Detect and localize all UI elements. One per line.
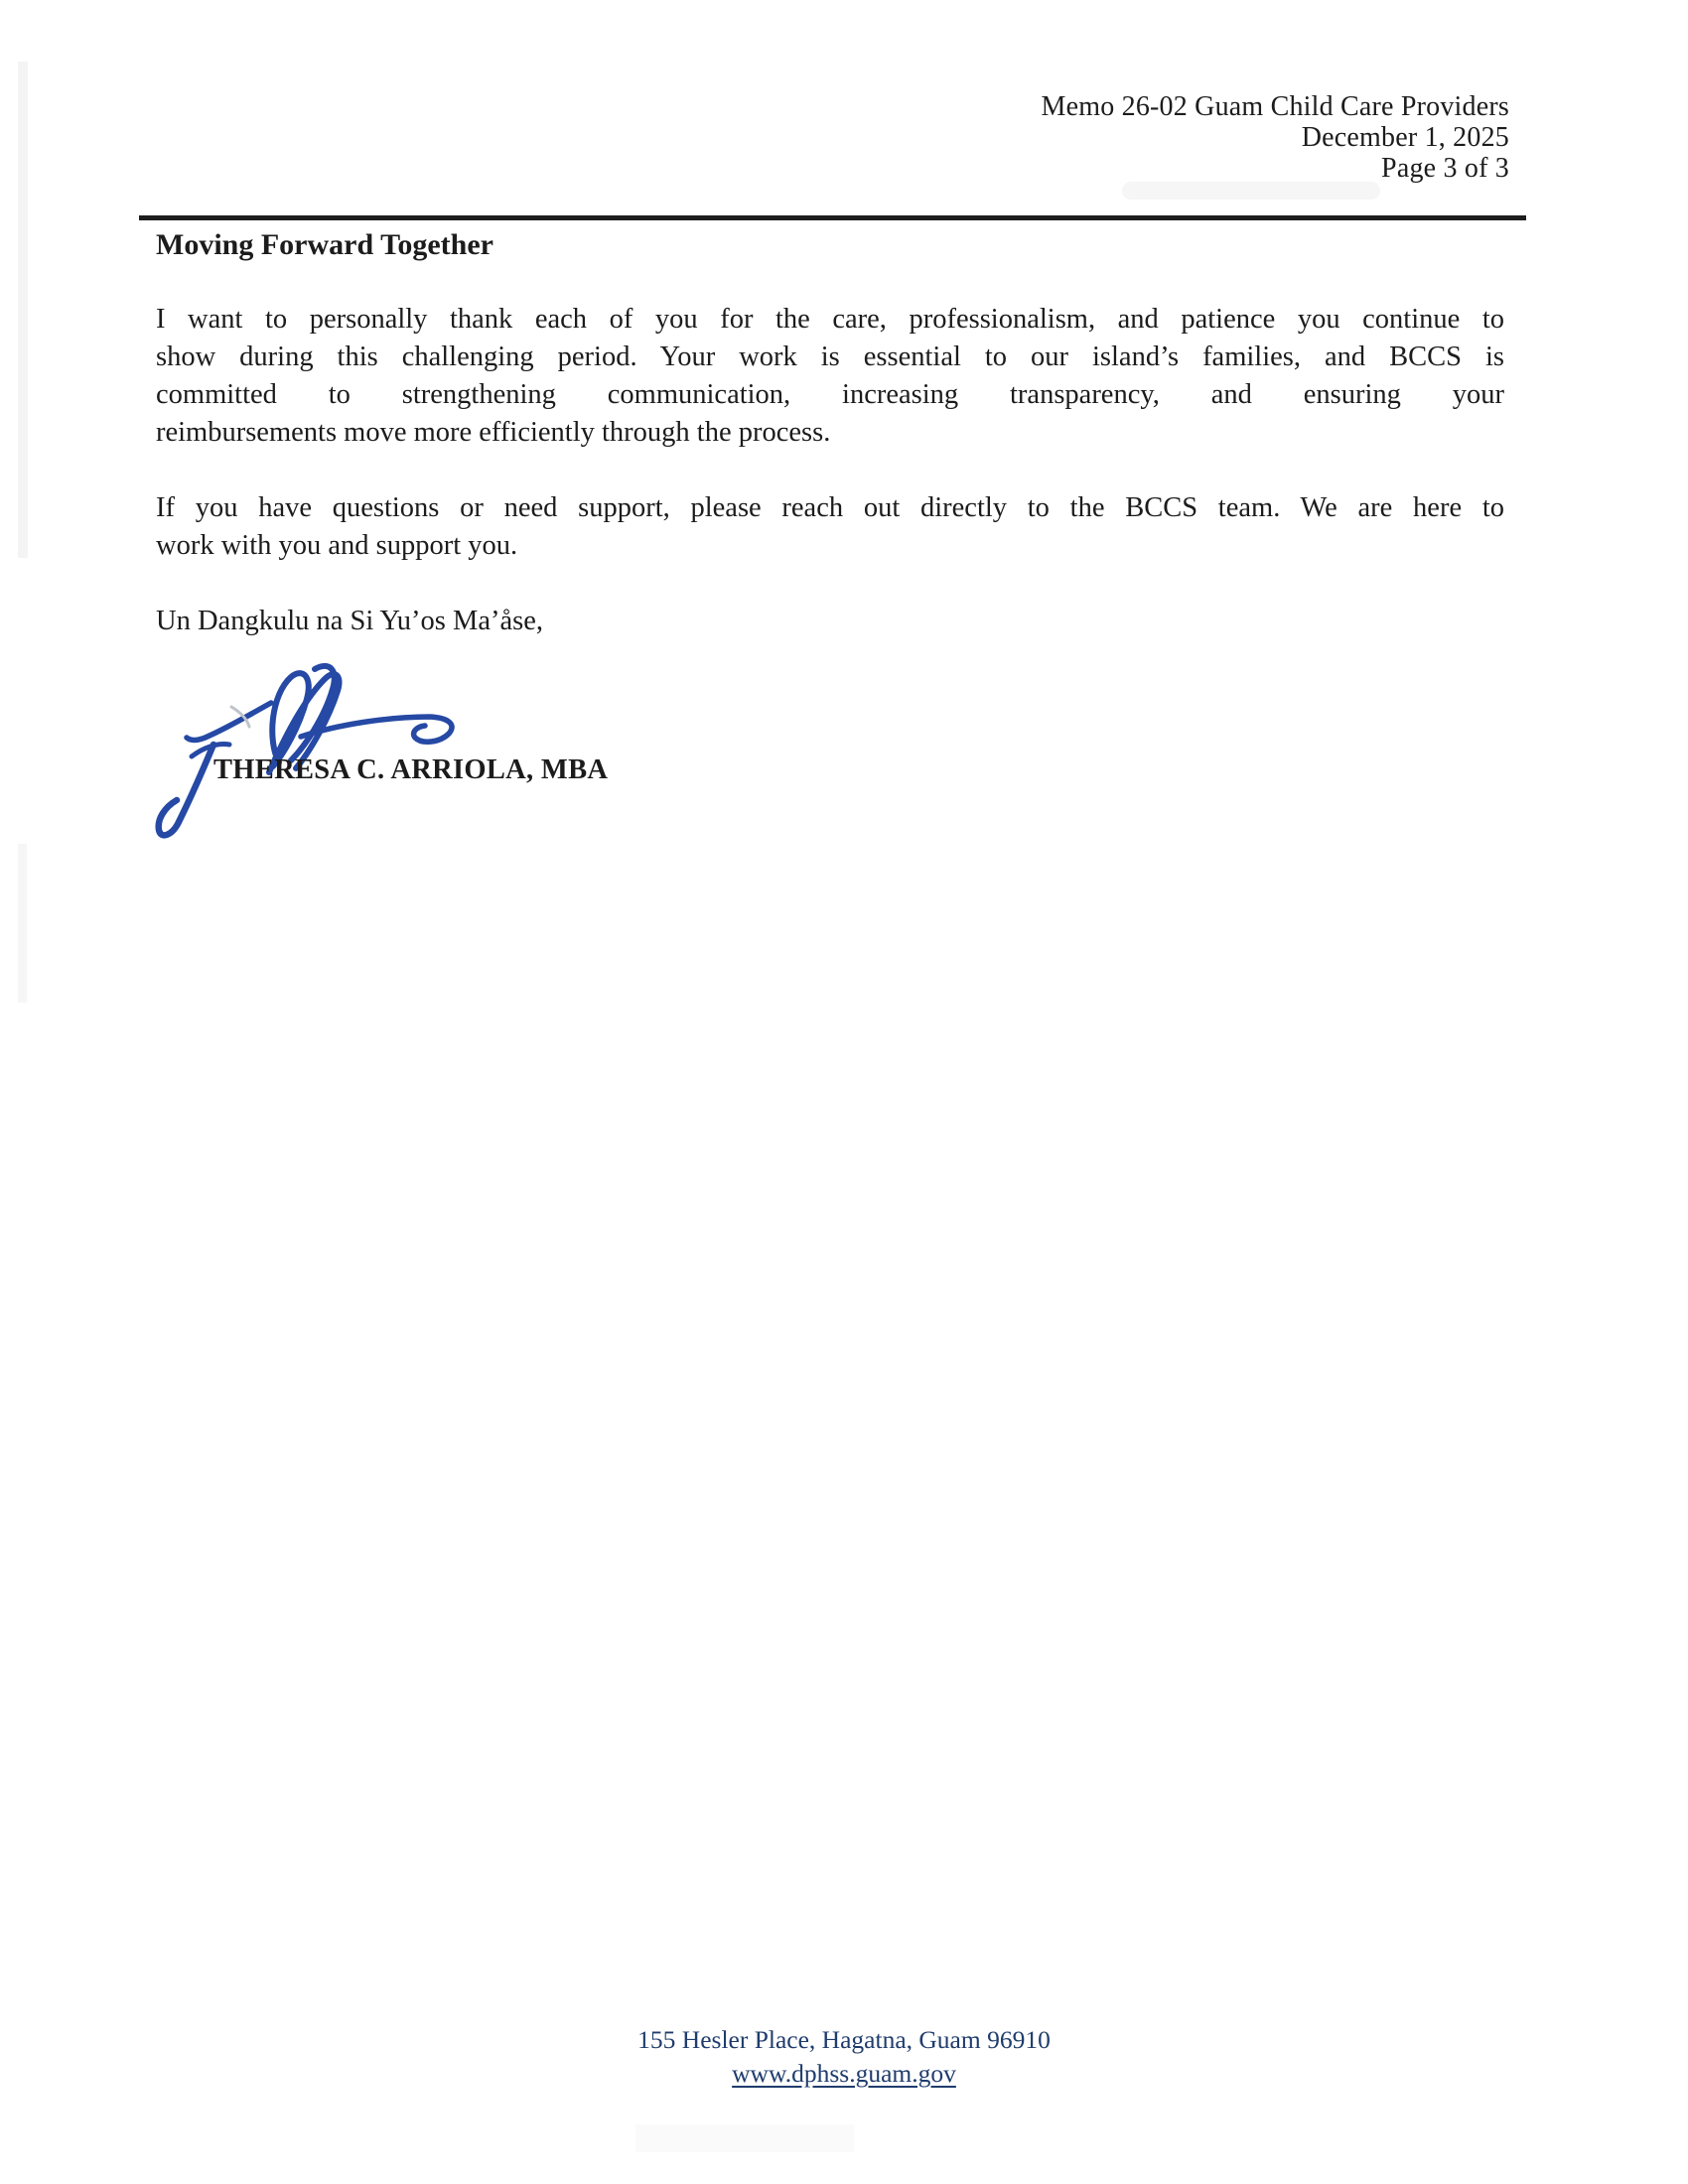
closing-salutation: Un Dangkulu na Si Yu’os Ma’åse, [156,606,543,636]
memo-page-number: Page 3 of 3 [1381,153,1509,184]
paragraph-line: If you have questions or need support, please reach out directly to the BCCS team. We are here to [156,492,1504,523]
scan-artifact [18,844,27,1003]
memo-reference: Memo 26-02 Guam Child Care Providers [1041,91,1509,122]
paragraph-line: reimbursements move more efficiently through the process. [156,417,831,448]
paragraph-line: work with you and support you. [156,530,518,561]
paragraph [156,301,1504,452]
memo-body [156,226,1504,640]
scan-artifact [18,62,28,558]
signature-ink [134,643,477,847]
paragraph [156,489,1504,565]
paragraph-line: I want to personally thank each of you for the care, professionalism, and patience you continue to [156,304,1504,335]
memo-header [1042,91,1509,184]
page-footer [0,2023,1688,2091]
paragraph-line: committed to strengthening communication, increasing transparency, and ensuring your [156,379,1504,410]
signer-name: THERESA C. ARRIOLA, MBA [213,754,609,785]
scan-artifact [1122,182,1380,200]
memo-date: December 1, 2025 [1301,122,1509,153]
paragraph-line: show during this challenging period. Your work is essential to our island’s families, and BCCS is [156,341,1504,372]
header-divider [139,215,1526,220]
scan-artifact [635,2124,854,2152]
section-heading: Moving Forward Together [156,228,493,261]
footer-website-link[interactable]: www.dphss.guam.gov [732,2059,956,2088]
footer-address: 155 Hesler Place, Hagatna, Guam 96910 [637,2025,1051,2054]
